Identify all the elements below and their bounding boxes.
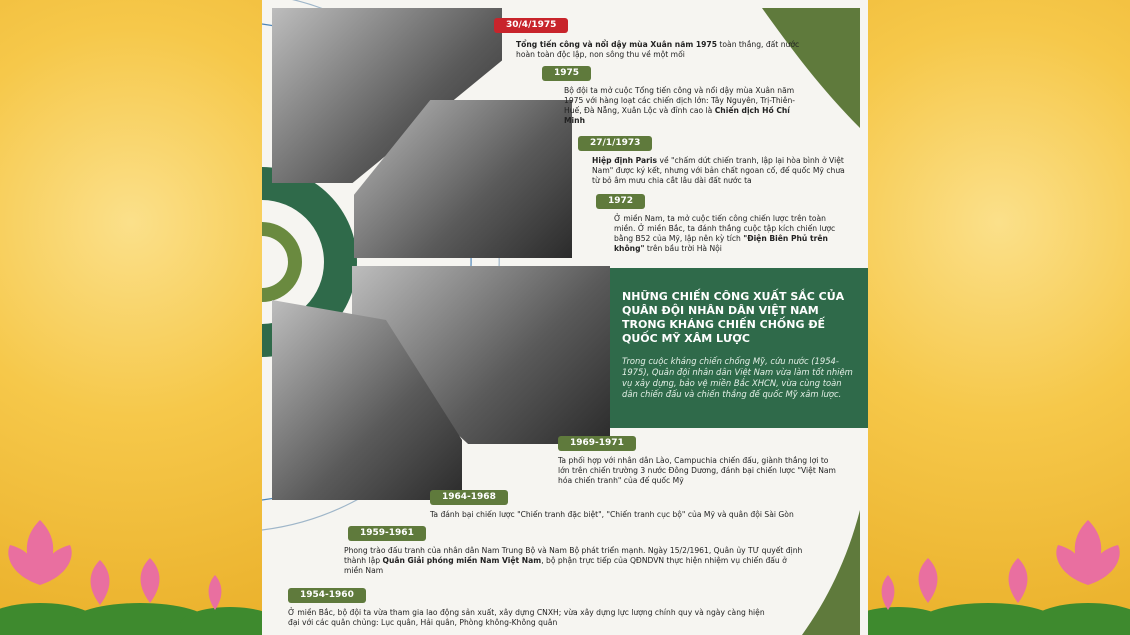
timeline-date-1969-1971: 1969-1971 <box>558 436 636 451</box>
timeline-entry-1973: Hiệp định Paris về "chấm dứt chiến tranh, lập lại hòa bình ở Việt Nam" được ký kết, nhưng với bản chất ngoan cố, đế quốc Mỹ chưa từ bỏ âm mưu chia cắt lâu dài đất nước ta <box>592 156 845 185</box>
infographic-poster <box>262 0 868 635</box>
right-decor-panel <box>868 0 1130 635</box>
timeline-entry-1964-1968: Ta đánh bại chiến lược "Chiến tranh đặc biệt", "Chiến tranh cục bộ" của Mỹ và quân đội Sài Gòn <box>430 510 794 519</box>
left-decor-panel <box>0 0 262 635</box>
title-panel <box>610 268 868 428</box>
timeline-entry-1975-04-30: Tổng tiến công và nổi dậy mùa Xuân năm 1975 toàn thắng, đất nước hoàn toàn độc lập, non sông thu về một mối <box>516 40 800 59</box>
lotus-decoration-right <box>868 475 1130 635</box>
timeline-entry-1972: Ở miền Nam, ta mở cuộc tiến công chiến lược trên toàn miền. Ở miền Bắc, ta đánh thắng cuộc tập kích chiến lược bằng B52 của Mỹ, lập nên kỳ tích "Điện Biên Phủ trên không" trên bầu trời Hà Nội <box>614 214 836 253</box>
timeline-entry-1969-1971: Ta phối hợp với nhân dân Lào, Campuchia chiến đấu, giành thắng lợi to lớn trên chiến trường 3 nước Đông Dương, đánh bại chiến lược "Việt Nam hóa chiến tranh" của đế quốc Mỹ <box>558 456 836 485</box>
timeline-date-1964-1968: 1964-1968 <box>430 490 508 505</box>
timeline-date-1954-1960: 1954-1960 <box>288 588 366 603</box>
timeline-date-1972: 1972 <box>596 194 645 209</box>
timeline-date-1975: 1975 <box>542 66 591 81</box>
timeline-entry-1959-1961: Phong trào đấu tranh của nhân dân Nam Trung Bộ và Nam Bộ phát triển mạnh. Ngày 15/2/1961, Quân ủy TƯ quyết định thành lập Quân Giải phóng miền Nam Việt Nam, bộ phận trực tiếp của QĐNDVN thực hiện nhiệm vụ chiến đấu ở miền Nam <box>344 546 803 575</box>
timeline-date-1973: 27/1/1973 <box>578 136 652 151</box>
poster-intro: Trong cuộc kháng chiến chống Mỹ, cứu nước (1954-1975), Quân đội nhân dân Việt Nam vừa làm tốt nhiệm vụ xây dựng, bảo vệ miền Bắc XHCN, vừa cùng toàn dân chiến đấu và chiến thắng đế quốc Mỹ xâm lược. <box>622 356 853 399</box>
timeline-entry-1975: Bộ đội ta mở cuộc Tổng tiến công và nổi dậy mùa Xuân năm 1975 với hàng loạt các chiến dịch lớn: Tây Nguyên, Trị-Thiên-Huế, Đà Nẵng, Xuân Lộc và đỉnh cao là Chiến dịch Hồ Chí Minh <box>564 86 796 125</box>
timeline-date-1975-04-30: 30/4/1975 <box>494 18 568 33</box>
timeline-entry-1954-1960: Ở miền Bắc, bộ đội ta vừa tham gia lao động sản xuất, xây dựng CNXH; vừa xây dựng lực lượng chính quy và ngày càng hiện đại với các quân chủng: Lục quân, Hải quân, Phòng không-Không quân <box>288 608 765 627</box>
timeline-date-1959-1961: 1959-1961 <box>348 526 426 541</box>
poster-title: NHỮNG CHIẾN CÔNG XUẤT SẮC CỦA QUÂN ĐỘI NHÂN DÂN VIỆT NAM TRONG KHÁNG CHIẾN CHỐNG ĐẾ QUỐC MỸ XÂM LƯỢC <box>622 290 845 345</box>
lotus-decoration-left <box>0 475 262 635</box>
